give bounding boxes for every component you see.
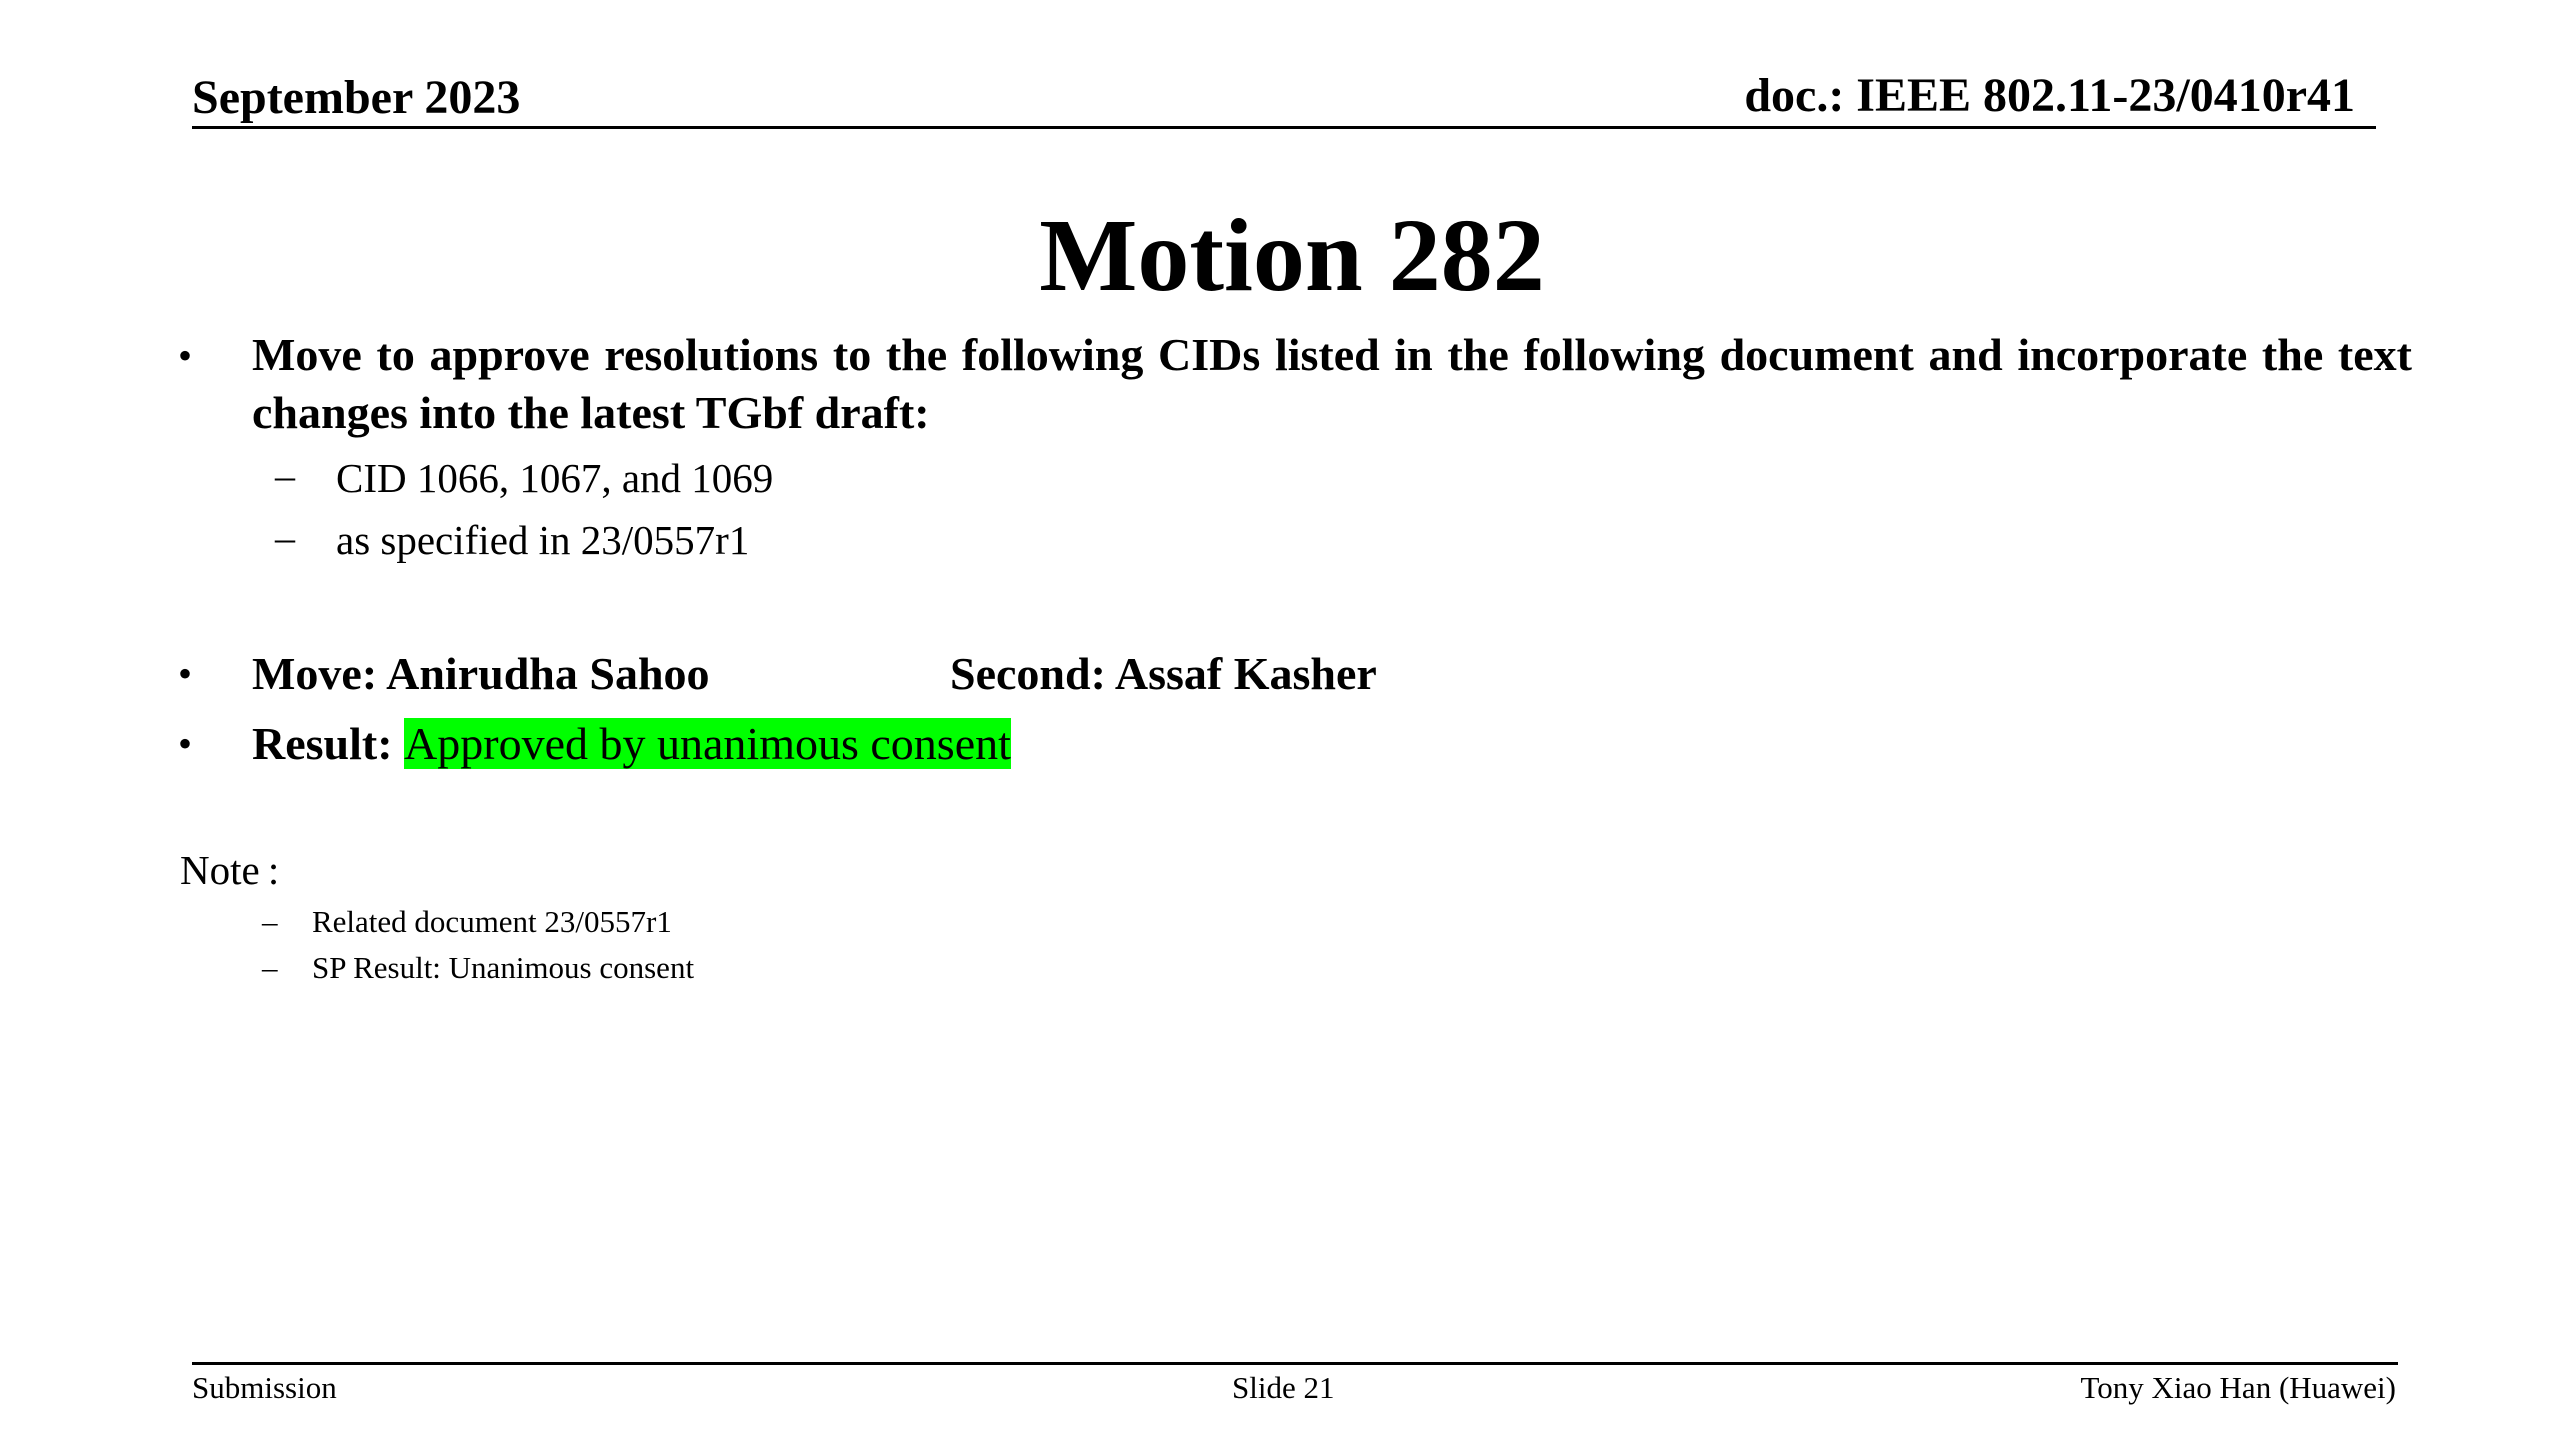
footer-divider <box>192 1362 2398 1365</box>
motion-text: Move to approve resolutions to the following CIDs listed in the following document and incorporate the text changes into the latest TGbf draft: <box>252 329 2412 438</box>
result-value: Approved by unanimous consent <box>404 718 1011 769</box>
motion-sub-item: as specified in 23/0557r1 <box>336 517 750 563</box>
bullet-marker: • <box>178 333 193 378</box>
header-doc-id: doc.: IEEE 802.11-23/0410r41 <box>1744 69 2355 122</box>
footer-submission: Submission <box>192 1370 337 1405</box>
dash-marker: – <box>262 904 278 939</box>
dash-marker: – <box>262 950 278 985</box>
dash-marker: – <box>275 515 295 560</box>
note-item: Related document 23/0557r1 <box>312 904 672 939</box>
header-date: September 2023 <box>192 71 521 124</box>
footer-slide-number: Slide 21 <box>1232 1370 1335 1405</box>
bullet-marker: • <box>178 721 193 766</box>
motion-sub-item: CID 1066, 1067, and 1069 <box>336 455 774 501</box>
slide-title: Motion 282 <box>1039 198 1545 313</box>
note-label: Note : <box>180 847 280 893</box>
dash-marker: – <box>275 453 295 498</box>
seconder-text: Second: Assaf Kasher <box>950 648 1377 699</box>
bullet-marker: • <box>178 651 193 696</box>
header-divider <box>192 126 2376 129</box>
note-item: SP Result: Unanimous consent <box>312 950 695 985</box>
footer-author: Tony Xiao Han (Huawei) <box>2080 1370 2396 1405</box>
result-label: Result: <box>252 718 393 769</box>
mover-text: Move: Anirudha Sahoo <box>252 648 710 699</box>
result-line <box>252 715 1011 773</box>
